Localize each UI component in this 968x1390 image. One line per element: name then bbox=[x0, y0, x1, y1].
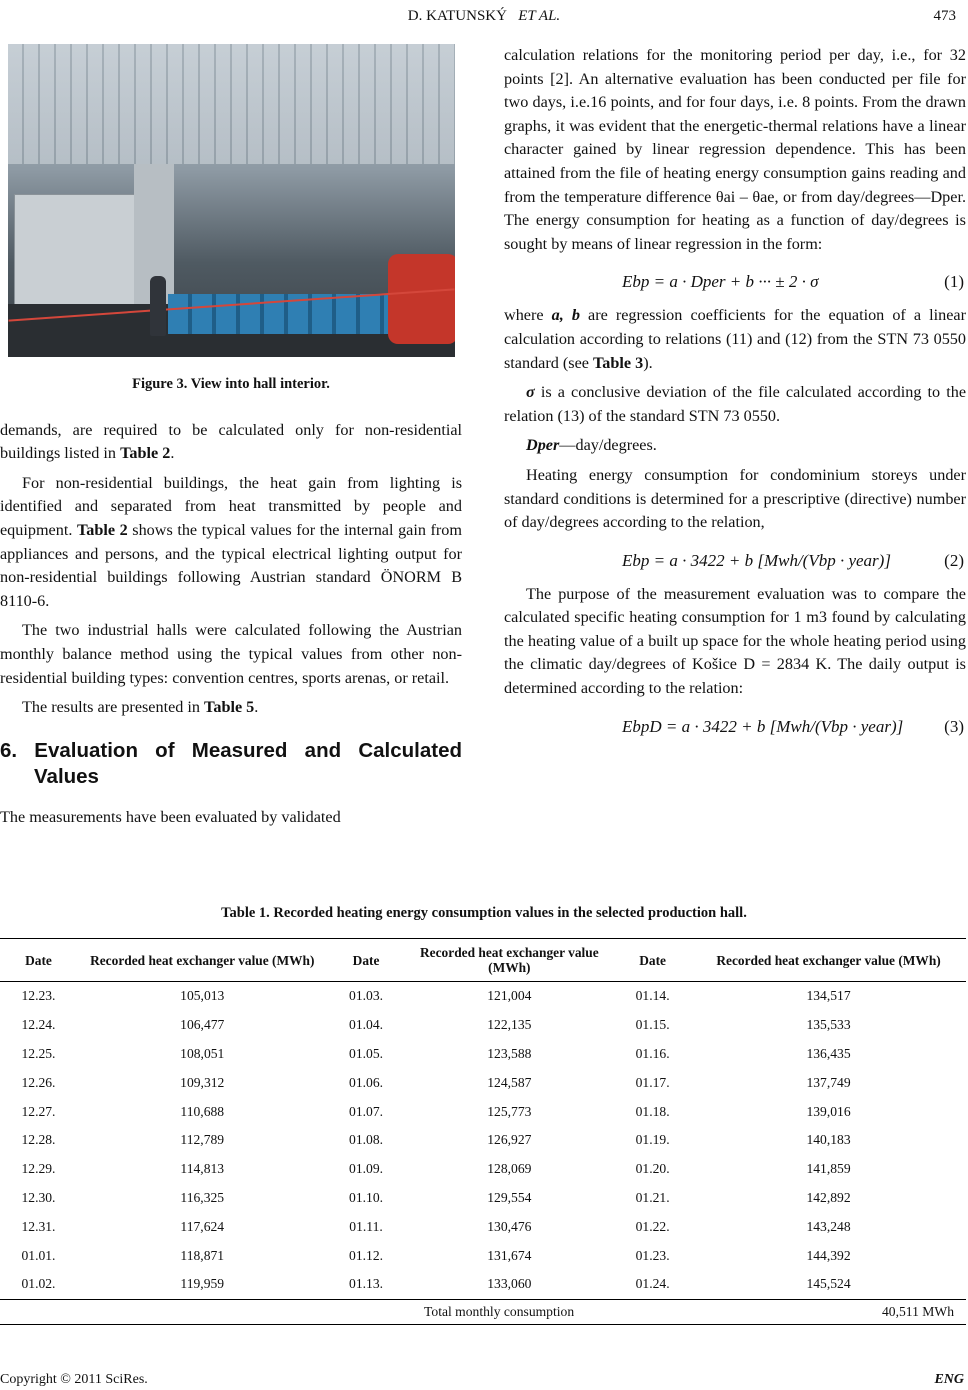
table-cell: 12.31. bbox=[21, 1218, 56, 1234]
col-header-value-2: Recorded heat exchanger value (MWh) bbox=[405, 939, 615, 982]
table-cell: 139,016 bbox=[806, 1103, 851, 1119]
table-cell: 144,392 bbox=[806, 1247, 851, 1263]
equation-3 bbox=[504, 707, 966, 749]
equation-3-expression: EbpD = a · 3422 + b [Mwh/(Vbp · year)] bbox=[622, 716, 904, 736]
left-paragraph-3: The two industrial halls were calculated following the Austrian monthly balance method using the typical values from other non-residential building types: convention centres, sports arenas, or retail. bbox=[0, 621, 462, 687]
right-paragraph-2: where a, b are regression coefficients for the equation of a linear calculation according to relations (11) and (12) from the STN 73 0550 standard (see Table 3). bbox=[504, 306, 967, 372]
table-cell: 01.15. bbox=[635, 1017, 670, 1033]
table-5-ref[interactable]: Table 5 bbox=[204, 698, 255, 717]
left-paragraph-4: The results are presented in Table 5. bbox=[22, 698, 259, 717]
table-cell: 106,477 bbox=[180, 1017, 225, 1033]
figure-caption: Figure 3. View into hall interior. bbox=[132, 376, 330, 392]
table-cell: 124,587 bbox=[487, 1074, 532, 1090]
table-cell: 01.09. bbox=[349, 1161, 384, 1177]
table-cell: 129,554 bbox=[487, 1189, 532, 1205]
page-number: 473 bbox=[933, 8, 956, 24]
equation-1-number: (1) bbox=[944, 272, 964, 292]
table-row bbox=[0, 1011, 966, 1040]
table-cell: 114,813 bbox=[180, 1161, 225, 1177]
left-paragraph-5: The measurements have been evaluated by validated bbox=[0, 807, 341, 826]
table-cell: 01.13. bbox=[349, 1276, 384, 1292]
running-etal: ET AL. bbox=[518, 8, 561, 24]
table-row bbox=[0, 1068, 966, 1097]
table-cell: 136,435 bbox=[806, 1045, 851, 1061]
table-cell: 12.27. bbox=[21, 1103, 56, 1119]
table-cell: 12.26. bbox=[21, 1074, 56, 1090]
table-cell: 01.14. bbox=[635, 988, 670, 1004]
table-cell: 12.28. bbox=[21, 1132, 56, 1148]
left-paragraph-1: demands, are required to be calculated only for non-residential buildings listed in Table 2. bbox=[0, 420, 462, 463]
table-cell: 133,060 bbox=[487, 1276, 532, 1292]
equation-2-expression: Ebp = a · 3422 + b [Mwh/(Vbp · year)] bbox=[622, 550, 891, 570]
table-cell: 01.06. bbox=[349, 1074, 384, 1090]
table-cell: 12.30. bbox=[21, 1189, 56, 1205]
equation-1 bbox=[504, 262, 966, 304]
table-cell: 118,871 bbox=[180, 1247, 225, 1263]
table-row bbox=[0, 1155, 966, 1184]
table-caption: Table 1. Recorded heating energy consumption values in the selected production hall. bbox=[221, 905, 747, 921]
table-row bbox=[0, 1270, 966, 1299]
running-author: D. KATUNSKÝ bbox=[407, 8, 507, 24]
table-cell: 143,248 bbox=[806, 1218, 851, 1234]
table-cell: 01.08. bbox=[349, 1132, 384, 1148]
table-cell: 137,749 bbox=[806, 1074, 851, 1090]
table-cell: 145,524 bbox=[806, 1276, 851, 1292]
table-cell: 119,959 bbox=[180, 1276, 225, 1292]
table-cell: 12.29. bbox=[21, 1161, 56, 1177]
table-cell: 01.03. bbox=[349, 988, 384, 1004]
consumption-table bbox=[0, 938, 966, 1325]
table-cell: 01.24. bbox=[635, 1276, 670, 1292]
journal-name: ENG bbox=[934, 1372, 964, 1387]
right-paragraph-6: The purpose of the measurement evaluation was to compare the calculated specific heating consumption for 1 m3 found by calculating the heating value of a built up space for the whole heating period using the climatic day/degrees of Košice D = 2834 K. The daily output is determined according to the relation: bbox=[504, 584, 966, 698]
table-cell: 105,013 bbox=[180, 988, 225, 1004]
table-cell: 01.05. bbox=[349, 1045, 384, 1061]
table-cell: 01.16. bbox=[635, 1045, 670, 1061]
table-cell: 01.19. bbox=[635, 1132, 670, 1148]
table-cell: 112,789 bbox=[180, 1132, 225, 1148]
table-cell: 12.25. bbox=[21, 1045, 56, 1061]
table-header-row bbox=[0, 939, 966, 982]
table-cell: 126,927 bbox=[487, 1132, 532, 1148]
table-cell: 121,004 bbox=[487, 988, 532, 1004]
hall-interior-photo bbox=[8, 44, 455, 357]
col-header-date-2: Date bbox=[328, 939, 405, 982]
table-cell: 01.22. bbox=[635, 1218, 670, 1234]
table-cell: 123,588 bbox=[487, 1045, 532, 1061]
table-cell: 01.21. bbox=[635, 1189, 670, 1205]
table-2-ref[interactable]: Table 2 bbox=[120, 444, 171, 463]
table-row bbox=[0, 1184, 966, 1213]
table-cell: 01.11. bbox=[349, 1218, 383, 1234]
table-cell: 131,674 bbox=[487, 1247, 532, 1263]
table-total-row bbox=[0, 1299, 966, 1324]
running-head bbox=[0, 8, 968, 25]
table-row bbox=[0, 1097, 966, 1126]
equation-2 bbox=[504, 541, 966, 583]
table-row bbox=[0, 1241, 966, 1270]
equation-2-number: (2) bbox=[944, 550, 964, 570]
col-header-value-1: Recorded heat exchanger value (MWh) bbox=[77, 939, 328, 982]
table-cell: 117,624 bbox=[180, 1218, 225, 1234]
table-cell: 01.02. bbox=[21, 1276, 56, 1292]
right-paragraph-4: Dper—day/degrees. bbox=[526, 436, 657, 455]
table-cell: 01.20. bbox=[635, 1161, 670, 1177]
table-cell: 01.01. bbox=[21, 1247, 56, 1263]
total-value: 40,511 MWh bbox=[691, 1299, 966, 1324]
table-cell: 01.10. bbox=[349, 1189, 384, 1205]
table-3-ref[interactable]: Table 3 bbox=[593, 353, 644, 372]
table-body bbox=[0, 982, 966, 1325]
total-label: Total monthly consumption bbox=[0, 1299, 614, 1324]
table-row bbox=[0, 982, 966, 1011]
total-spacer bbox=[614, 1299, 691, 1324]
table-cell: 01.18. bbox=[635, 1103, 670, 1119]
right-column bbox=[504, 44, 966, 749]
table-cell: 01.17. bbox=[635, 1074, 670, 1090]
col-header-date-3: Date bbox=[614, 939, 691, 982]
right-paragraph-5: Heating energy consumption for condominium storeys under standard conditions is determined for a prescriptive (directive) number of day/degrees according to the relation, bbox=[504, 465, 966, 532]
table-cell: 01.23. bbox=[635, 1247, 670, 1263]
table-row bbox=[0, 1126, 966, 1155]
table-cell: 134,517 bbox=[806, 988, 851, 1004]
table-cell: 128,069 bbox=[487, 1161, 532, 1177]
right-paragraph-1: calculation relations for the monitoring period per day, i.e., for 32 points [2]. An alternative evaluation has been conducted per file for two days, i.e.16 points, and for four days, i.e. 8 points. From the drawn graphs, it was evident that the energetic-thermal relations have a linear character gained by linear regression dependence. This has been attained from the file of heating energy consumption gains reading and from the temperature difference θai – θae, or from day/degrees—Dper. The energy consumption for heating as a function of day/degrees is sought by means of linear regression in the form: bbox=[504, 46, 966, 253]
equation-3-number: (3) bbox=[944, 716, 964, 736]
section-title: 6. Evaluation of Measured and Calculated Values bbox=[0, 738, 462, 788]
equation-1-expression: Ebp = a · Dper + b ··· ± 2 · σ bbox=[622, 272, 819, 292]
table-cell: 142,892 bbox=[806, 1189, 851, 1205]
table-cell: 141,859 bbox=[806, 1161, 851, 1177]
table-cell: 140,183 bbox=[806, 1132, 851, 1148]
col-header-date-1: Date bbox=[0, 939, 77, 982]
copyright: Copyright © 2011 SciRes. bbox=[0, 1372, 148, 1387]
table-cell: 12.23. bbox=[21, 988, 56, 1004]
table-2-ref-2[interactable]: Table 2 bbox=[76, 520, 128, 539]
table-cell: 01.07. bbox=[349, 1103, 384, 1119]
right-paragraph-3: σ is a conclusive deviation of the file calculated according to the relation (13) of the standard STN 73 0550. bbox=[504, 383, 966, 425]
col-header-value-3: Recorded heat exchanger value (MWh) bbox=[691, 939, 966, 982]
table-cell: 108,051 bbox=[180, 1045, 225, 1061]
left-column bbox=[0, 44, 462, 835]
table-cell: 135,533 bbox=[806, 1017, 851, 1033]
table-row bbox=[0, 1212, 966, 1241]
table-cell: 109,312 bbox=[180, 1074, 225, 1090]
table-cell: 116,325 bbox=[180, 1189, 225, 1205]
table-cell: 122,135 bbox=[487, 1017, 532, 1033]
page-header bbox=[0, 6, 968, 30]
left-paragraph-2: For non-residential buildings, the heat gain from lighting is identified and separated from heat transmitted by people and equipment. Table 2 shows the typical values for the internal gain from appliances and persons, and the typical electrical lighting output for non-residential buildings following Austrian standard ÖNORM B 8110-6. bbox=[0, 473, 462, 610]
table-cell: 110,688 bbox=[180, 1103, 225, 1119]
table-cell: 01.12. bbox=[349, 1247, 384, 1263]
table-cell: 01.04. bbox=[349, 1017, 384, 1033]
table-cell: 130,476 bbox=[487, 1218, 532, 1234]
table-cell: 125,773 bbox=[487, 1103, 532, 1119]
table-row bbox=[0, 1040, 966, 1069]
table-cell: 12.24. bbox=[21, 1017, 56, 1033]
